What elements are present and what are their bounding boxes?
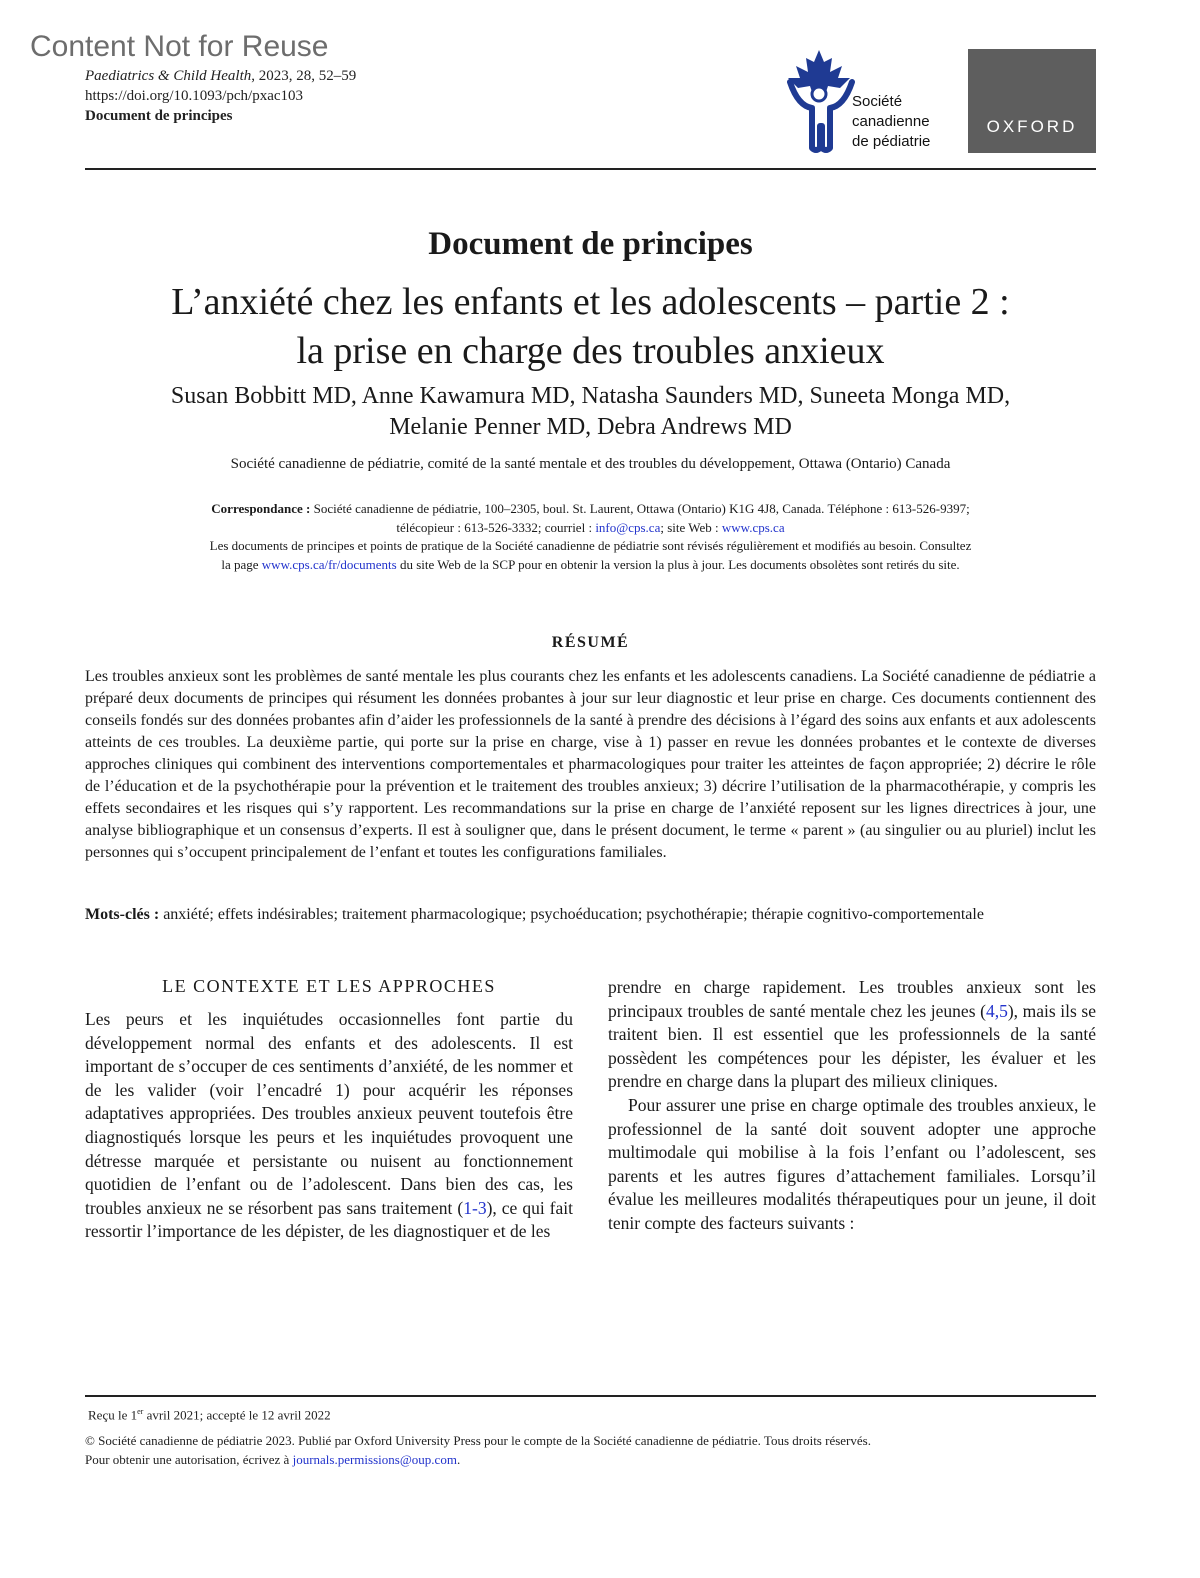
permissions-email-link[interactable]: journals.permissions@oup.com <box>292 1452 457 1467</box>
abstract-text: Les troubles anxieux sont les problèmes de santé mentale les plus courants chez les enfants et les adolescents canadiens. La Société canadienne de pédiatrie a préparé deux documents de principes qui résument les données probantes à jour sur leur diagnostic et leur prise en charge. Ces documents contiennent des conseils fondés sur des données probantes afin d’aider les professionnels de la santé à prendre des décisions à l’égard des soins aux enfants et aux adolescents atteints de ces troubles. La deuxième partie, qui porte sur la prise en charge, vise à 1) passer en revue les données probantes et le contexte de diverses approches cliniques qui combinent des interventions comportementales et pharmacologiques pour traiter les atteintes de façon appropriée; 2) décrire le rôle de l’éducation et de la psychothérapie pour la prévention et le traitement des troubles anxieux; 3) décrire l’utilisation de la pharmacothérapie, y compris les effets secondaires et les risques qui s’y rapportent. Les recommandations sur la prise en charge de l’anxiété reposent sur les lignes directrices à jour, une analyse bibliographique et un consensus d’experts. Il est à souligner que, dans le présent document, le terme « parent » (au singulier ou au pluriel) inclut les personnes qui s’occupent principalement de l’enfant et toutes les configurations familiales. <box>85 668 1096 861</box>
watermark: Content Not for Reuse <box>30 30 329 63</box>
footer-rule <box>85 1395 1096 1397</box>
journal-name: Paediatrics & Child Health <box>85 68 252 84</box>
website-link[interactable]: www.cps.ca <box>721 519 785 535</box>
journal-meta <box>85 66 356 126</box>
citation-link[interactable]: 4,5 <box>985 1000 1008 1021</box>
citation-link[interactable]: 1-3 <box>463 1197 487 1218</box>
doi-link[interactable]: https://doi.org/10.1093/pch/pxac103 <box>85 88 304 104</box>
section-label: Document de principes <box>85 108 233 124</box>
header-rule <box>85 168 1096 170</box>
journal-issue: , 2023, 28, 52–59 <box>251 68 357 84</box>
cps-logo <box>780 48 940 154</box>
copyright: © Société canadienne de pédiatrie 2023. Publié par Oxford University Press pour le compte de la Société canadienne de pédiatrie. Tous droits réservés. <box>85 1433 871 1448</box>
cps-wordmark: Société canadienne de pédiatrie <box>852 93 931 150</box>
keywords: Mots-clés : anxiété; effets indésirables; traitement pharmacologique; psychoéducation; psychothérapie; thérapie cognitivo-comportementale <box>85 906 984 923</box>
received-dates: Reçu le 1er avril 2021; accepté le 12 avril 2022 <box>88 1407 331 1423</box>
body-column-left: Les peurs et les inquiétudes occasionnelles font partie du développement normal des enfants et des adolescents. Il est important de s’occuper de ces sentiments d’anxiété, de les nommer et de les valider (voir l’encadré 1) pour acquérir les réponses adaptatives appropriées. Des troubles anxieux peuvent toutefois être diagnostiqués lorsque les peurs et les inquiétudes provoquent une détresse marquée et persistante ou nuisent au fonctionnement quotidien de l’enfant ou de l’adolescent. Dans bien des cas, les troubles anxieux ne se résorbent pas sans traitement (1-3), ce qui fait ressortir l’importance de les dépister, de les diagnostiquer et de les <box>85 1009 574 1242</box>
oxford-logo: OXFORD <box>968 49 1096 153</box>
body-column-right: prendre en charge rapidement. Les troubles anxieux sont les principaux troubles de santé mentale chez les jeunes (4,5), mais ils se traitent bien. Il est essentiel que les professionnels de la santé possèdent les compétences pour les dépister, les évaluer et les prendre en charge dans la plupart des milieux cliniques. Pour assurer une prise en charge optimale des troubles anxieux, le professionnel de la santé doit souvent adopter une approche multimodale qui mobilise à la fois l’enfant ou l’adolescent, ses parents et les autres figures d’attachement familiales. Lorsqu’il évalue les meilleures modalités thérapeutiques pour un jeune, il doit tenir compte des facteurs suivants : <box>608 977 1096 1233</box>
affiliation: Société canadienne de pédiatrie, comité de la santé mentale et des troubles du développement, Ottawa (Ontario) Canada <box>230 456 951 472</box>
authors: Susan Bobbitt MD, Anne Kawamura MD, Natasha Saunders MD, Suneeta Monga MD, Melanie Penner MD, Debra Andrews MD <box>170 383 1011 440</box>
correspondence-label: Correspondance : <box>211 501 311 516</box>
maple-leaf-child-icon <box>780 48 858 154</box>
abstract-heading: RÉSUMÉ <box>551 634 630 651</box>
correspondence: Correspondance : Société canadienne de pédiatrie, 100–2305, boul. St. Laurent, Ottawa (Ontario) K1G 4J8, Canada. Téléphone : 613-526-9397; télécopieur : 613-526-3332; courriel : info@cps.ca; site Web : www.cps.ca Les documents de principes et points de pratique de la Société canadienne de pédiatrie sont révisés régulièrement et modifiés au besoin. Consultez la page www.cps.ca/fr/documents du site Web de la SCP pour en obtenir la version la plus à jour. Les documents obsolètes sont retirés du site. <box>209 501 972 572</box>
document-type: Document de principes <box>428 226 753 262</box>
section-heading: LE CONTEXTE ET LES APPROCHES <box>162 976 496 996</box>
email-link[interactable]: info@cps.ca <box>595 519 661 535</box>
article-title: L’anxiété chez les enfants et les adolescents – partie 2 : la prise en charge des troubles anxieux <box>171 281 1010 372</box>
permissions: Pour obtenir une autorisation, écrivez à journals.permissions@oup.com. <box>85 1452 461 1467</box>
documents-link[interactable]: www.cps.ca/fr/documents <box>261 556 397 572</box>
